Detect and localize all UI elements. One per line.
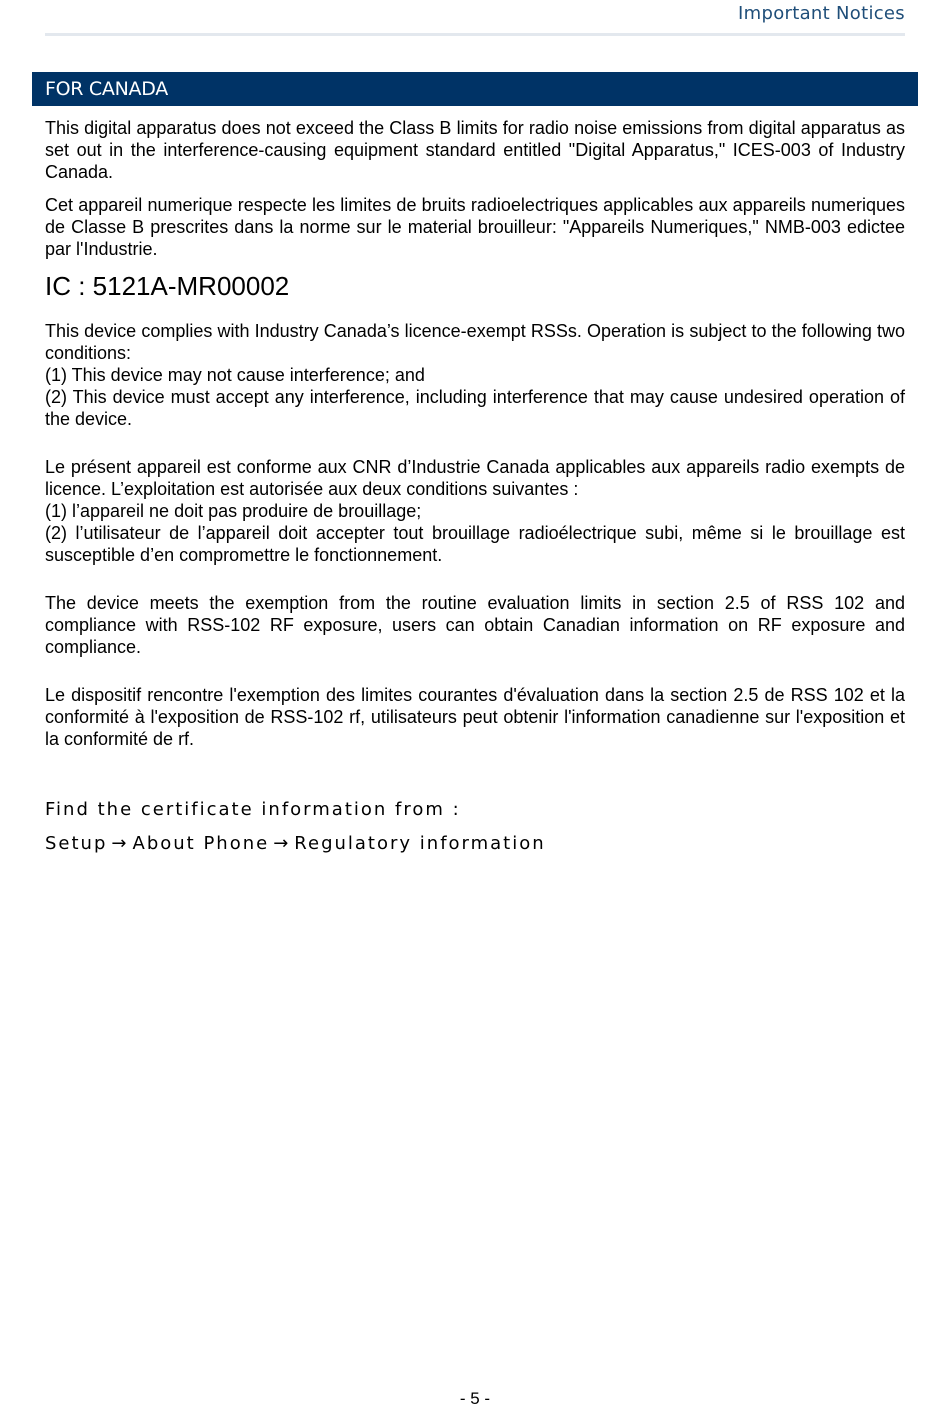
arrow-right-icon: →: [111, 833, 127, 854]
cnr-condition-1: (1) l’appareil ne doit pas produire de brouillage;: [45, 501, 422, 521]
paragraph-cnr-conformite: [45, 456, 905, 566]
section-title: FOR CANADA: [45, 78, 168, 100]
ic-certification-number: IC : 5121A-MR00002: [45, 271, 290, 301]
paragraph-nmb-statement: Cet appareil numerique respecte les limites de bruits radioelectriques applicables aux appareils numeriques de Classe B prescrites dans la norme sur le material brouilleur: "Appareils Numeriques," NMB-003 edictee par l'Industrie.: [45, 195, 905, 259]
notice-content: [45, 117, 905, 855]
paragraph-ices-statement: This digital apparatus does not exceed the Class B limits for radio noise emissions from digital apparatus as set out in the interference-causing equipment standard entitled "Digital Apparatus," ICES-003 of Industry Canada.: [45, 118, 905, 182]
page-number: - 5 -: [459, 1389, 491, 1408]
paragraph-rss-compliance: [45, 320, 905, 430]
path-step-regulatory-information: Regulatory information: [294, 833, 546, 854]
path-step-setup: Setup: [45, 833, 108, 854]
running-header-title: Important Notices: [738, 3, 905, 24]
path-step-about-phone: About Phone: [132, 833, 270, 854]
cnr-condition-2: (2) l’utilisateur de l’appareil doit accepter tout brouillage radioélectrique subi, même si le brouillage est susceptible d’en compromettre le fonctionnement.: [45, 523, 905, 565]
paragraph-rf-exposition: Le dispositif rencontre l'exemption des limites courantes d'évaluation dans la section 2.5 de RSS 102 et la conformité à l'exposition de RSS-102 rf, utilisateurs peut obtenir l'information canadienne sur l'exposition et la conformité de rf.: [45, 685, 905, 749]
rss-compliance-line: This device complies with Industry Canada’s licence-exempt RSSs. Operation is subject to the following two conditions:: [45, 321, 905, 363]
rss-condition-2: (2) This device must accept any interference, including interference that may cause undesired operation of the device.: [45, 387, 905, 429]
certificate-intro: Find the certificate information from :: [45, 799, 461, 820]
section-title-bar: [32, 72, 918, 106]
header-divider: [45, 33, 905, 36]
cnr-conformite-line: Le présent appareil est conforme aux CNR d’Industrie Canada applicables aux appareils radio exempts de licence. L’exploitation est autorisée aux deux conditions suivantes :: [45, 457, 905, 499]
rss-condition-1: (1) This device may not cause interference; and: [45, 365, 425, 385]
paragraph-rf-exposure: The device meets the exemption from the routine evaluation limits in section 2.5 of RSS 102 and compliance with RSS-102 RF exposure, users can obtain Canadian information on RF exposure and compliance.: [45, 593, 905, 657]
certificate-menu-path: [45, 833, 905, 855]
arrow-right-icon: →: [273, 833, 289, 854]
